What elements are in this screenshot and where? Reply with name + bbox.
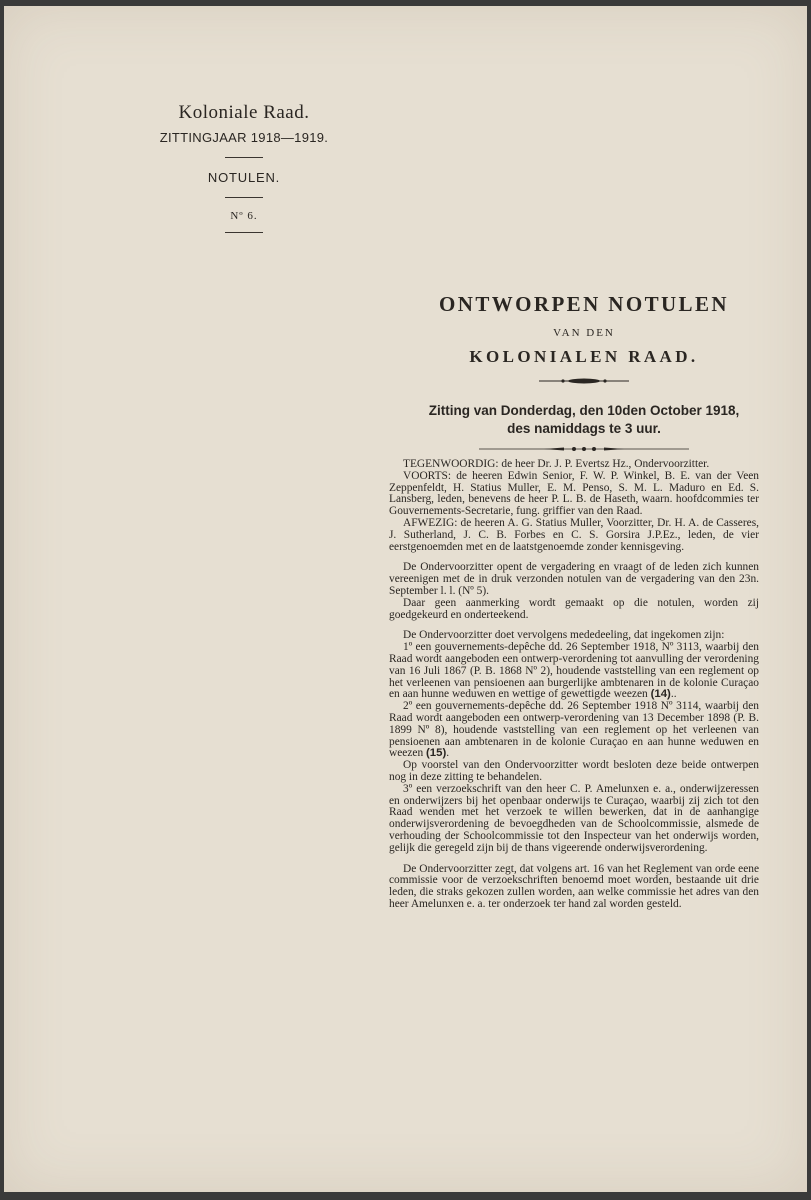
paragraph-decision: Op voorstel van den Ondervoorzitter wordt besloten deze beide ontwerpen nog in deze zitting te behandelen. [389, 759, 759, 783]
attendance-also: VOORTS: de heeren Edwin Senior, F. W. P. Winkel, B. E. van der Veen Zeppenfeldt, H. Statius Muller, E. M. Penso, S. M. L. Maduro en Ed. S. Lansberg, leden, benevens de heer P. L. B. de Haseth, waarn. hoofdcommies ter Gouvernements-Secretarie, fung. griffier van den Raad. [389, 469, 759, 518]
minutes-body [389, 459, 759, 911]
ornament-divider-icon [539, 377, 629, 385]
session-year: ZITTINGJAAR 1918—1919. [159, 130, 329, 145]
ornament-divider-icon [479, 444, 689, 454]
item-text: 1º een gouvernements-depêche dd. 26 September 1918, Nº 3113, waarbij den Raad wordt aangeboden een ontwerp-verordening tot aanvulling der verordening van 16 Juli 1867 (P. B. 1868 Nº 2), houdende vaststelling van een reglement op het verleenen van pensioenen aan burgerlijke ambtenaren in de kolonie Curaçao en aan hunne weduwen en wettige of gewettigde weezen [389, 641, 759, 701]
divider [225, 157, 263, 158]
session-heading [409, 402, 759, 454]
divider [225, 232, 263, 233]
main-heading [419, 292, 749, 385]
council-title: Koloniale Raad. [178, 102, 310, 123]
attendance-present: TEGENWOORDIG: de heer Dr. J. P. Evertsz Hz., Ondervoorzitter. [403, 458, 710, 470]
incoming-item-2: 2º een gouvernements-depêche dd. 26 September 1918 Nº 3114, waarbij den Raad wordt aangeboden een ontwerp-verordening van 13 December 1898 (P. B. 1899 Nº 8), houdende vaststelling van een reglement op het verleenen van pensioenen aan ambtenaren in de kolonie Curaçao en aan hunne weduwen en weezen (15). [389, 700, 759, 760]
session-time: des namiddags te 3 uur. [507, 421, 661, 436]
document-page [4, 6, 807, 1192]
council-name: KOLONIALEN RAAD. [469, 347, 699, 366]
document-kind: NOTULEN. [207, 170, 281, 185]
attendance-absent: AFWEZIG: de heeren A. G. Statius Muller, Voorzitter, Dr. H. A. de Casseres, J. Sutherland, J. C. B. Forbes en C. S. Gorsira J.P.Ez., leden, de vier eerstgenoemden met en de laatstgenoemde zonder kennisgeving. [389, 516, 759, 553]
paragraph-committee: De Ondervoorzitter zegt, dat volgens art. 16 van het Reglement van orde eene commissie voor de verzoekschriften benoemd moet worden, bestaande uit drie leden, die straks gekozen zullen worden, aan welke commissie het adres van den heer Amelunxen e. a. ter onderzoek ter hand zal worden gesteld. [389, 862, 759, 910]
incoming-item-1: 1º een gouvernements-depêche dd. 26 September 1918, Nº 3113, waarbij den Raad wordt aangeboden een ontwerp-verordening tot aanvulling der verordening van 16 Juli 1867 (P. B. 1868 Nº 2), houdende vaststelling van een reglement op het verleenen van pensioenen aan burgerlijke ambtenaren in de kolonie Curaçao en aan hunne weduwen en wettige of gewettigde weezen (14).. [389, 641, 759, 701]
item-text: 2º een gouvernements-depêche dd. 26 September 1918 Nº 3114, waarbij den Raad wordt aangeboden een ontwerp-verordening van 13 December 1898 (P. B. 1899 Nº 8), houdende vaststelling van een reglement op het verleenen van pensioenen aan ambtenaren in de kolonie Curaçao en aan hunne weduwen en weezen [389, 700, 759, 760]
item-number: (15) [426, 747, 447, 760]
main-title: ONTWORPEN NOTULEN [439, 292, 729, 316]
session-date: Zitting van Donderdag, den 10den October 1918, [428, 403, 740, 418]
item-number: (14) [650, 688, 671, 701]
divider [225, 197, 263, 198]
paragraph-opening: De Ondervoorzitter opent de vergadering en vraagt of de leden zich kunnen vereenigen met de in druk verzonden notulen van de vergadering van den 23n. September l. l. (Nº 5). [389, 561, 759, 597]
document-number: Nº 6. [230, 210, 258, 222]
document-header [144, 102, 344, 233]
van-den-label: VAN DEN [553, 327, 615, 339]
paragraph-announcement: De Ondervoorzitter doet vervolgens mededeeling, dat ingekomen zijn: [403, 629, 725, 642]
incoming-item-3: 3º een verzoekschrift van den heer C. P. Amelunxen e. a., onderwijzeressen en onderwijzers bij het openbaar onderwijs te Curaçao, waarbij zij zich tot den Raad wenden met het verzoek te willen bewerken, dat in de aanhangige onderwijsverordening de bevoegdheden van de Schoolcommissie, alsmede de verhouding der Schoolcommissie tot den Inspecteur van het onderwijs worden, gelijk die geregeld zijn bij de thans vigeerende onderwijsverordening. [389, 782, 759, 854]
paragraph-approval: Daar geen aanmerking wordt gemaakt op die notulen, worden zij goedgekeurd en onderteekend. [389, 596, 759, 621]
